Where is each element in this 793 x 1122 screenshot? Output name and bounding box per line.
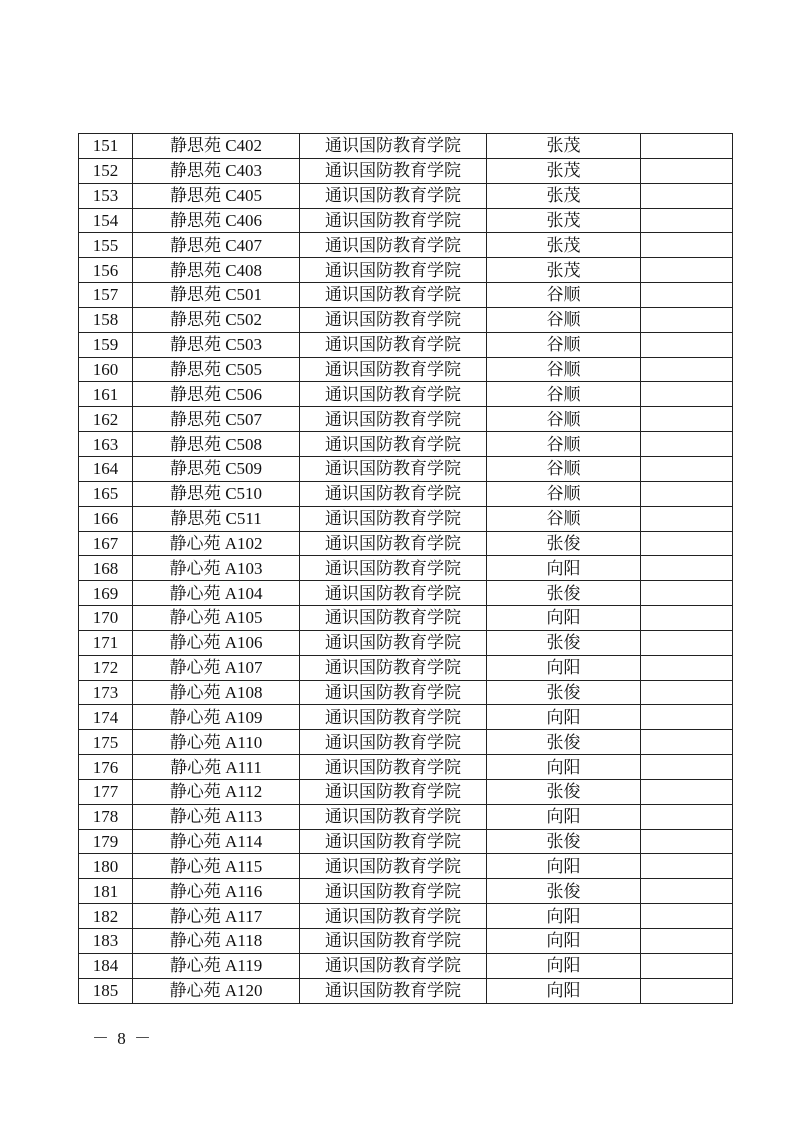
college-cell: 通识国防教育学院: [300, 531, 487, 556]
room-cell: 静思苑 C507: [133, 407, 300, 432]
note-cell: [641, 581, 733, 606]
room-cell: 静心苑 A109: [133, 705, 300, 730]
note-cell: [641, 929, 733, 954]
person-cell: 张茂: [487, 258, 641, 283]
row-number-cell: 166: [79, 506, 133, 531]
room-cell: 静思苑 C501: [133, 283, 300, 308]
row-number-cell: 157: [79, 283, 133, 308]
row-number-cell: 176: [79, 755, 133, 780]
note-cell: [641, 779, 733, 804]
person-cell: 谷顺: [487, 407, 641, 432]
table-row: [79, 407, 733, 432]
row-number-cell: 184: [79, 953, 133, 978]
note-cell: [641, 407, 733, 432]
room-cell: 静思苑 C505: [133, 357, 300, 382]
college-cell: 通识国防教育学院: [300, 432, 487, 457]
note-cell: [641, 456, 733, 481]
table-row: [79, 630, 733, 655]
college-cell: 通识国防教育学院: [300, 332, 487, 357]
person-cell: 张俊: [487, 581, 641, 606]
room-cell: 静心苑 A117: [133, 904, 300, 929]
college-cell: 通识国防教育学院: [300, 755, 487, 780]
table-row: [79, 705, 733, 730]
row-number-cell: 174: [79, 705, 133, 730]
row-number-cell: 177: [79, 779, 133, 804]
person-cell: 谷顺: [487, 456, 641, 481]
person-cell: 谷顺: [487, 432, 641, 457]
table-row: [79, 779, 733, 804]
person-cell: 张茂: [487, 208, 641, 233]
college-cell: 通识国防教育学院: [300, 481, 487, 506]
row-number-cell: 185: [79, 978, 133, 1003]
note-cell: [641, 606, 733, 631]
room-cell: 静思苑 C506: [133, 382, 300, 407]
room-cell: 静心苑 A111: [133, 755, 300, 780]
note-cell: [641, 134, 733, 159]
room-cell: 静思苑 C408: [133, 258, 300, 283]
room-cell: 静心苑 A116: [133, 879, 300, 904]
person-cell: 张茂: [487, 183, 641, 208]
row-number-cell: 183: [79, 929, 133, 954]
room-cell: 静心苑 A105: [133, 606, 300, 631]
table-row: [79, 829, 733, 854]
row-number-cell: 179: [79, 829, 133, 854]
college-cell: 通识国防教育学院: [300, 134, 487, 159]
note-cell: [641, 953, 733, 978]
college-cell: 通识国防教育学院: [300, 382, 487, 407]
note-cell: [641, 531, 733, 556]
person-cell: 向阳: [487, 904, 641, 929]
room-cell: 静心苑 A119: [133, 953, 300, 978]
note-cell: [641, 258, 733, 283]
row-number-cell: 161: [79, 382, 133, 407]
note-cell: [641, 382, 733, 407]
row-number-cell: 158: [79, 307, 133, 332]
college-cell: 通识国防教育学院: [300, 854, 487, 879]
table-body: [79, 134, 733, 1004]
room-cell: 静心苑 A103: [133, 556, 300, 581]
note-cell: [641, 307, 733, 332]
note-cell: [641, 655, 733, 680]
table-row: [79, 531, 733, 556]
college-cell: 通识国防教育学院: [300, 680, 487, 705]
college-cell: 通识国防教育学院: [300, 283, 487, 308]
college-cell: 通识国防教育学院: [300, 183, 487, 208]
person-cell: 向阳: [487, 755, 641, 780]
note-cell: [641, 332, 733, 357]
row-number-cell: 172: [79, 655, 133, 680]
table-row: [79, 208, 733, 233]
note-cell: [641, 630, 733, 655]
row-number-cell: 155: [79, 233, 133, 258]
table-row: [79, 929, 733, 954]
room-cell: 静思苑 C403: [133, 158, 300, 183]
table-row: [79, 307, 733, 332]
row-number-cell: 165: [79, 481, 133, 506]
college-cell: 通识国防教育学院: [300, 779, 487, 804]
person-cell: 张俊: [487, 630, 641, 655]
note-cell: [641, 481, 733, 506]
college-cell: 通识国防教育学院: [300, 581, 487, 606]
note-cell: [641, 904, 733, 929]
room-cell: 静思苑 C402: [133, 134, 300, 159]
row-number-cell: 152: [79, 158, 133, 183]
college-cell: 通识国防教育学院: [300, 705, 487, 730]
person-cell: 向阳: [487, 929, 641, 954]
note-cell: [641, 233, 733, 258]
table-row: [79, 655, 733, 680]
room-cell: 静心苑 A110: [133, 730, 300, 755]
note-cell: [641, 506, 733, 531]
table-row: [79, 332, 733, 357]
page-number: － 8 －: [92, 1029, 153, 1048]
college-cell: 通识国防教育学院: [300, 233, 487, 258]
row-number-cell: 164: [79, 456, 133, 481]
person-cell: 谷顺: [487, 506, 641, 531]
note-cell: [641, 556, 733, 581]
person-cell: 谷顺: [487, 481, 641, 506]
note-cell: [641, 432, 733, 457]
table-row: [79, 854, 733, 879]
table-row: [79, 556, 733, 581]
table-row: [79, 978, 733, 1003]
person-cell: 张俊: [487, 829, 641, 854]
person-cell: 张俊: [487, 680, 641, 705]
room-cell: 静思苑 C508: [133, 432, 300, 457]
table-row: [79, 283, 733, 308]
table-row: [79, 134, 733, 159]
note-cell: [641, 854, 733, 879]
row-number-cell: 171: [79, 630, 133, 655]
table-row: [79, 183, 733, 208]
college-cell: 通识国防教育学院: [300, 978, 487, 1003]
note-cell: [641, 978, 733, 1003]
room-cell: 静思苑 C405: [133, 183, 300, 208]
person-cell: 向阳: [487, 606, 641, 631]
table-row: [79, 258, 733, 283]
person-cell: 张茂: [487, 158, 641, 183]
room-cell: 静心苑 A106: [133, 630, 300, 655]
person-cell: 谷顺: [487, 332, 641, 357]
college-cell: 通识国防教育学院: [300, 456, 487, 481]
person-cell: 张茂: [487, 134, 641, 159]
note-cell: [641, 357, 733, 382]
table-row: [79, 953, 733, 978]
room-cell: 静心苑 A102: [133, 531, 300, 556]
row-number-cell: 181: [79, 879, 133, 904]
table-row: [79, 456, 733, 481]
row-number-cell: 182: [79, 904, 133, 929]
row-number-cell: 156: [79, 258, 133, 283]
room-cell: 静思苑 C502: [133, 307, 300, 332]
person-cell: 向阳: [487, 854, 641, 879]
room-cell: 静心苑 A113: [133, 804, 300, 829]
room-cell: 静心苑 A108: [133, 680, 300, 705]
row-number-cell: 175: [79, 730, 133, 755]
row-number-cell: 163: [79, 432, 133, 457]
college-cell: 通识国防教育学院: [300, 208, 487, 233]
table-row: [79, 432, 733, 457]
college-cell: 通识国防教育学院: [300, 307, 487, 332]
room-cell: 静心苑 A114: [133, 829, 300, 854]
person-cell: 向阳: [487, 655, 641, 680]
college-cell: 通识国防教育学院: [300, 929, 487, 954]
college-cell: 通识国防教育学院: [300, 556, 487, 581]
row-number-cell: 154: [79, 208, 133, 233]
person-cell: 谷顺: [487, 382, 641, 407]
note-cell: [641, 804, 733, 829]
room-cell: 静心苑 A104: [133, 581, 300, 606]
note-cell: [641, 705, 733, 730]
table-row: [79, 233, 733, 258]
college-cell: 通识国防教育学院: [300, 804, 487, 829]
table-row: [79, 680, 733, 705]
college-cell: 通识国防教育学院: [300, 829, 487, 854]
room-assignment-table: [78, 133, 733, 1004]
person-cell: 张茂: [487, 233, 641, 258]
person-cell: 向阳: [487, 953, 641, 978]
row-number-cell: 180: [79, 854, 133, 879]
college-cell: 通识国防教育学院: [300, 879, 487, 904]
college-cell: 通识国防教育学院: [300, 258, 487, 283]
note-cell: [641, 183, 733, 208]
note-cell: [641, 283, 733, 308]
college-cell: 通识国防教育学院: [300, 357, 487, 382]
table-row: [79, 730, 733, 755]
person-cell: 张俊: [487, 531, 641, 556]
row-number-cell: 167: [79, 531, 133, 556]
table-row: [79, 481, 733, 506]
person-cell: 向阳: [487, 804, 641, 829]
college-cell: 通识国防教育学院: [300, 630, 487, 655]
table-row: [79, 382, 733, 407]
person-cell: 向阳: [487, 556, 641, 581]
note-cell: [641, 680, 733, 705]
note-cell: [641, 829, 733, 854]
row-number-cell: 178: [79, 804, 133, 829]
room-cell: 静心苑 A107: [133, 655, 300, 680]
table-row: [79, 606, 733, 631]
room-cell: 静思苑 C406: [133, 208, 300, 233]
person-cell: 谷顺: [487, 357, 641, 382]
college-cell: 通识国防教育学院: [300, 506, 487, 531]
note-cell: [641, 158, 733, 183]
table-row: [79, 879, 733, 904]
row-number-cell: 170: [79, 606, 133, 631]
note-cell: [641, 879, 733, 904]
row-number-cell: 168: [79, 556, 133, 581]
table-row: [79, 158, 733, 183]
row-number-cell: 169: [79, 581, 133, 606]
college-cell: 通识国防教育学院: [300, 407, 487, 432]
person-cell: 张俊: [487, 730, 641, 755]
room-cell: 静思苑 C510: [133, 481, 300, 506]
table-row: [79, 804, 733, 829]
room-cell: 静思苑 C511: [133, 506, 300, 531]
row-number-cell: 173: [79, 680, 133, 705]
college-cell: 通识国防教育学院: [300, 730, 487, 755]
room-cell: 静心苑 A120: [133, 978, 300, 1003]
person-cell: 谷顺: [487, 283, 641, 308]
row-number-cell: 151: [79, 134, 133, 159]
note-cell: [641, 208, 733, 233]
college-cell: 通识国防教育学院: [300, 655, 487, 680]
table-row: [79, 581, 733, 606]
table-row: [79, 904, 733, 929]
row-number-cell: 159: [79, 332, 133, 357]
college-cell: 通识国防教育学院: [300, 606, 487, 631]
table-row: [79, 755, 733, 780]
room-cell: 静思苑 C503: [133, 332, 300, 357]
room-cell: 静心苑 A118: [133, 929, 300, 954]
table-row: [79, 357, 733, 382]
room-cell: 静思苑 C509: [133, 456, 300, 481]
person-cell: 向阳: [487, 705, 641, 730]
person-cell: 谷顺: [487, 307, 641, 332]
college-cell: 通识国防教育学院: [300, 158, 487, 183]
person-cell: 张俊: [487, 779, 641, 804]
college-cell: 通识国防教育学院: [300, 953, 487, 978]
note-cell: [641, 730, 733, 755]
college-cell: 通识国防教育学院: [300, 904, 487, 929]
row-number-cell: 162: [79, 407, 133, 432]
room-cell: 静心苑 A112: [133, 779, 300, 804]
person-cell: 向阳: [487, 978, 641, 1003]
table-row: [79, 506, 733, 531]
note-cell: [641, 755, 733, 780]
room-cell: 静心苑 A115: [133, 854, 300, 879]
row-number-cell: 160: [79, 357, 133, 382]
row-number-cell: 153: [79, 183, 133, 208]
room-cell: 静思苑 C407: [133, 233, 300, 258]
person-cell: 张俊: [487, 879, 641, 904]
